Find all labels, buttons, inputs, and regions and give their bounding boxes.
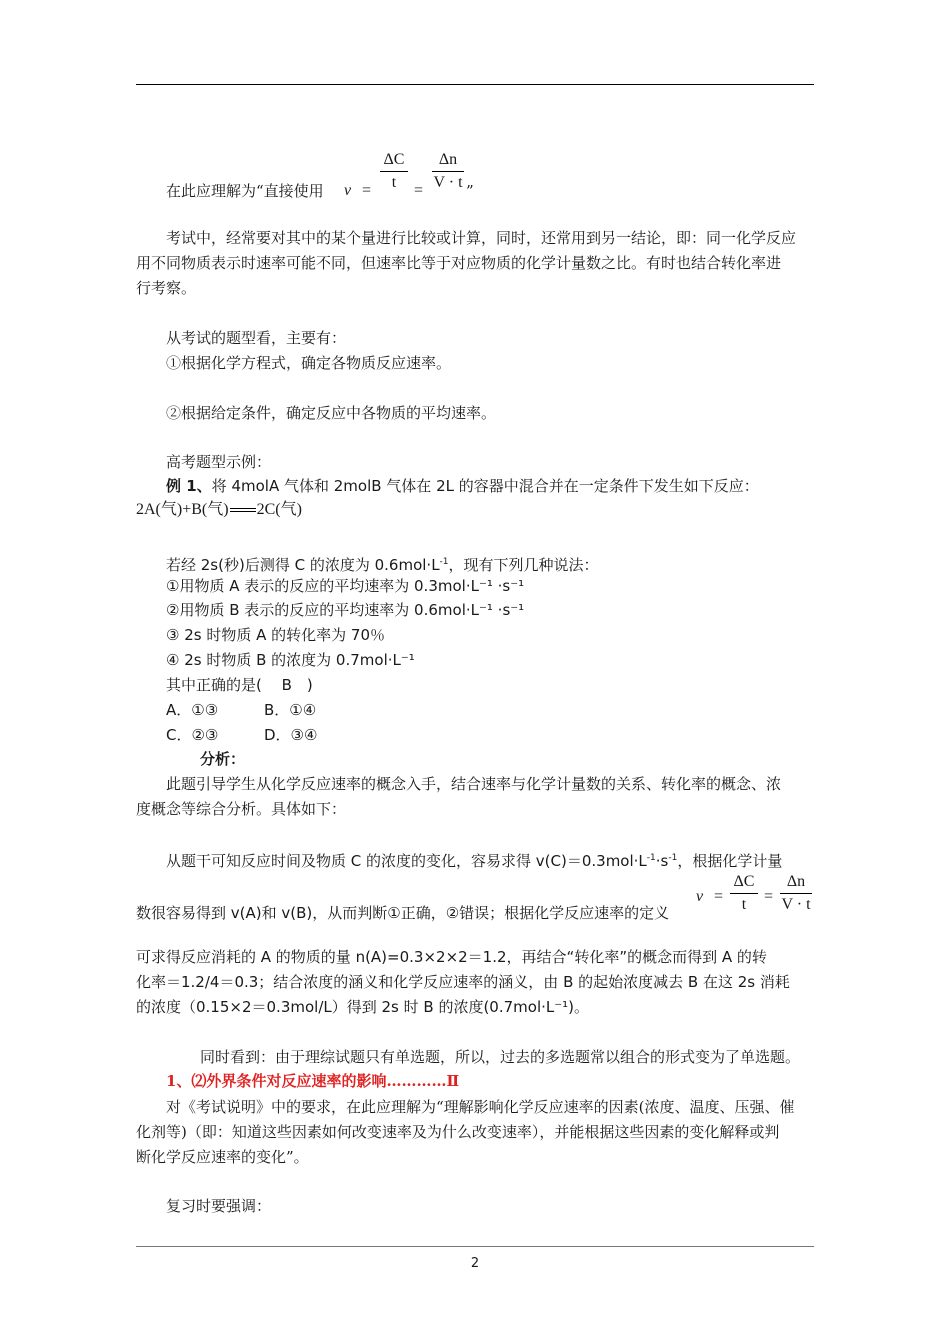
page-number: 2 (470, 1256, 480, 1271)
equilibrium-sign (230, 508, 256, 512)
analysis1-line2: 度概念等综合分析。具体如下： (136, 800, 347, 818)
header-rule (136, 84, 814, 85)
type-1: ①根据化学方程式，确定各物质反应速率。 (166, 354, 452, 372)
section-line1: 对《考试说明》中的要求，在此应理解为“理解影响化学反应速率的因素(浓度、温度、压强、催 (166, 1098, 795, 1116)
fraction-dn-vt-2: Δn V · t (781, 873, 811, 913)
para1-line1: 考试中，经常要对其中的某个量进行比较或计算，同时，还常用到另一结论，即：同一化学反应 (166, 229, 797, 247)
example-header: 高考题型示例： (166, 453, 272, 471)
review-line: 复习时要强调： (166, 1197, 272, 1215)
intro-close-quote: ” (466, 182, 474, 200)
para1-line2: 用不同物质表示时速率可能不同，但速率比等于对应物质的化学计量数之比。有时也结合转化率进 (136, 254, 782, 272)
note-line: 同时看到：由于理综试题只有单选题，所以，过去的多选题常以组合的形式变为了单选题。 (200, 1048, 801, 1066)
analysis2-line1: 从题干可知反应时间及物质 C 的浓度的变化，容易求得 $v(C)=0.3mol\cdot L^{-1}\cdot s^{-1}$，根据化学计量 (166, 852, 783, 870)
intro-line: 在此应理解为“直接使用 (166, 182, 324, 200)
analysis3-line1: 可求得反应消耗的 A 的物质的量 n(A)=0.3×2×2＝1.2，再结合“转化率”的概念而得到 A 的转 (136, 948, 767, 966)
analysis-title: 分析： (200, 750, 246, 768)
statement-3: ③ 2s 时物质 A 的转化率为 70％ (166, 626, 385, 644)
option-c: C．②③ (166, 726, 219, 744)
statement-2: ②用物质 B 表示的反应的平均速率为 0.6mol·L⁻¹ ·s⁻¹ (166, 601, 525, 619)
section-heading: 1、⑵外界条件对反应速率的影响…………Ⅱ (166, 1072, 460, 1090)
example1-statement: 例 1、将 4molA 气体和 2molB 气体在 2L 的容器中混合并在一定条件下发生如下反应： (166, 477, 759, 495)
statement-4: ④ 2s 时物质 B 的浓度为 0.7mol·L⁻¹ (166, 651, 415, 669)
section-line3: 断化学反应速率的变化”。 (136, 1148, 309, 1166)
example1-condition: 若经 2s(秒)后测得 C 的浓度为 $0.6mol\cdot L^{-1}$，现有下列几种说法： (166, 556, 599, 574)
analysis3-line2: 化率＝1.2/4＝0.3；结合浓度的涵义和化学反应速率的涵义，由 B 的起始浓度减去 B 在这 2s 消耗 (136, 973, 790, 991)
fraction-dc-t-2: ΔC t (730, 872, 758, 915)
option-d: D．③④ (264, 726, 318, 744)
types-intro: 从考试的题型看，主要有： (166, 329, 347, 347)
fraction-dn-vt: Δn V · t (433, 151, 463, 191)
question-line: 其中正确的是( B ) (166, 676, 313, 694)
option-b: B．①④ (264, 701, 317, 719)
fraction-dc-t: ΔC t (380, 150, 408, 193)
statement-1: ①用物质 A 表示的反应的平均速率为 0.3mol·L⁻¹ ·s⁻¹ (166, 577, 525, 595)
analysis1-line1: 此题引导学生从化学反应速率的概念入手，结合速率与化学计量数的关系、转化率的概念、浓 (166, 775, 782, 793)
footer-rule (136, 1246, 814, 1247)
reaction-equation: 2A(气)+B(气) 2C(气) (136, 501, 302, 518)
option-a: A．①③ (166, 701, 219, 719)
type-2: ②根据给定条件，确定反应中各物质的平均速率。 (166, 404, 497, 422)
analysis2-line2: 数很容易得到 v(A)和 v(B)，从而判断①正确，②错误；根据化学反应速率的定义 (136, 904, 670, 922)
section-line2: 化剂等)（即：知道这些因素如何改变速率及为什么改变速率），并能根据这些因素的变化解释或判 (136, 1123, 780, 1141)
para1-line3: 行考察。 (136, 279, 197, 297)
analysis3-line3: 的浓度（0.15×2＝0.3mol/L）得到 2s 时 B 的浓度(0.7mol·L⁻¹)。 (136, 998, 590, 1016)
